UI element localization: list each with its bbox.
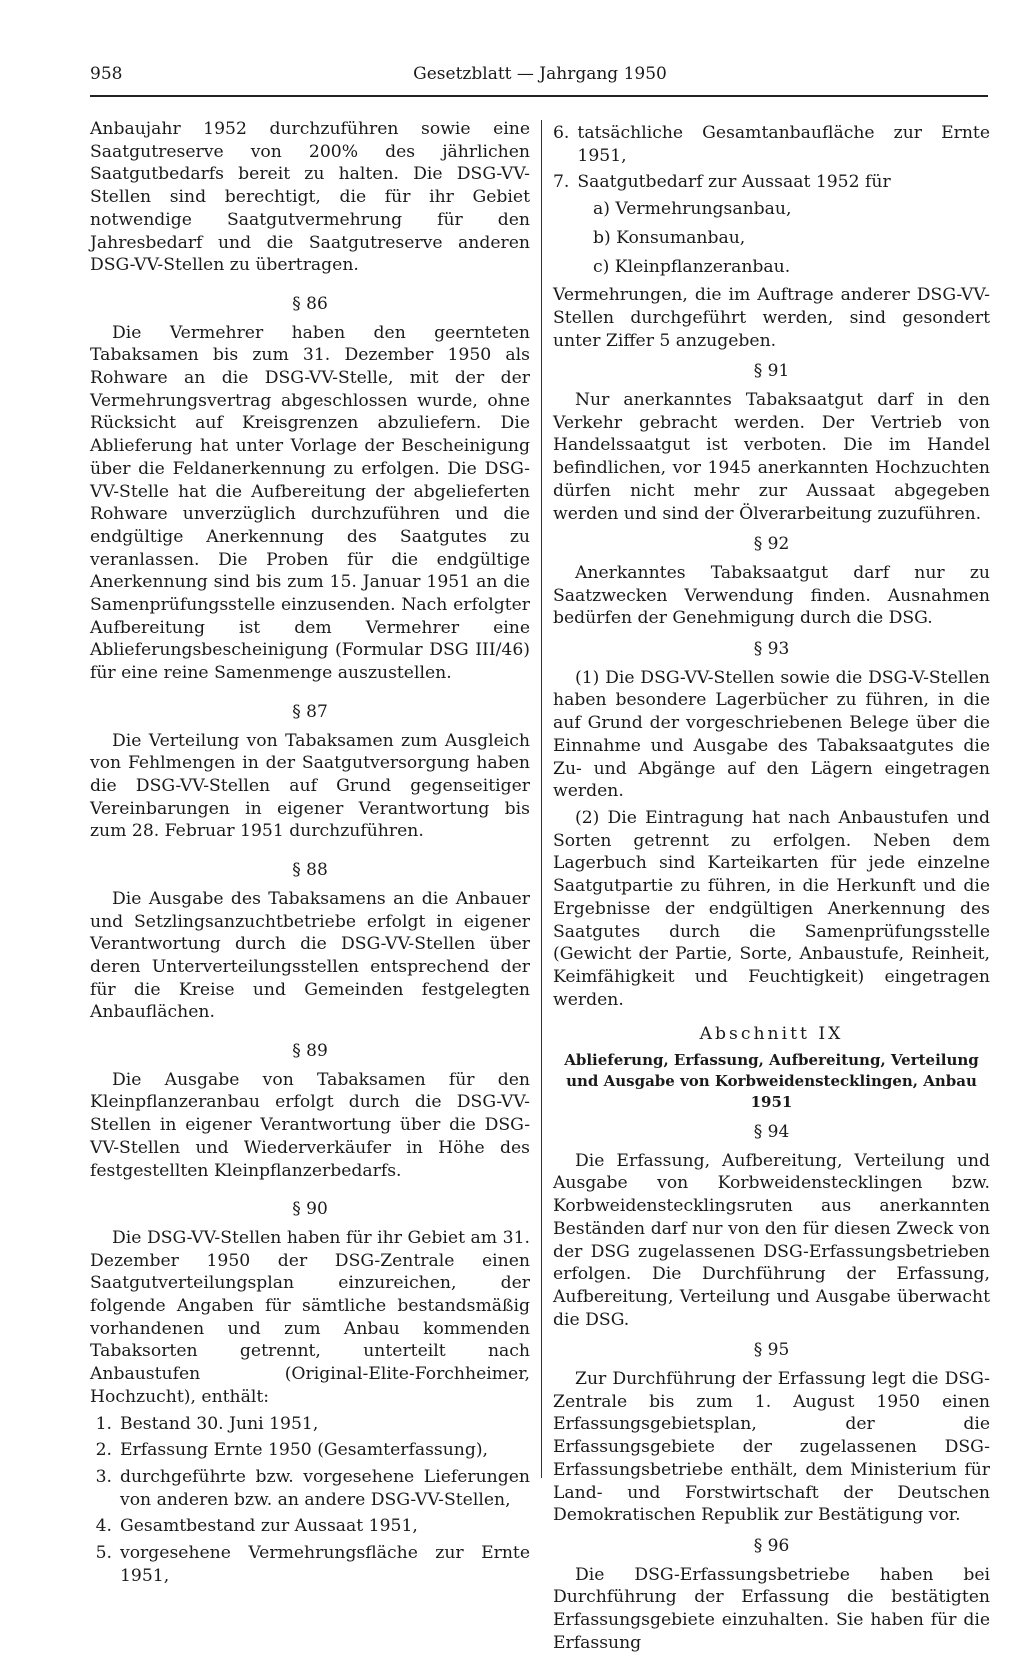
paragraph-vermehrungen: Vermehrungen, die im Auftrage anderer DSG-VV-Stellen durchgeführt werden, sind gesondert unter Ziffer 5 anzugeben. xyxy=(553,285,990,351)
section-text-96: Die DSG-Erfassungsbetriebe haben bei Durchführung der Erfassung die bestätigten Erfassungsgebiete einzuhalten. Sie haben für die Erfassung xyxy=(553,1564,990,1653)
section-text-93-1: (1) Die DSG-VV-Stellen sowie die DSG-V-Stellen haben besondere Lagerbücher zu führen, in die auf Grund der vorgeschriebenen Belege über die Einnahme und Ausgabe des Tabaksaatgutes die Zu- und Abgänge auf den Lägern eingetragen werden. xyxy=(553,667,990,802)
section-heading-96: § 96 xyxy=(753,1535,790,1556)
column-divider xyxy=(541,120,542,1478)
section-heading-93: § 93 xyxy=(753,639,790,660)
section-text-90: Die DSG-VV-Stellen haben für ihr Gebiet am 31. Dezember 1950 der DSG-Zentrale einen Saatgutverteilungsplan einzureichen, der folgende Angaben für sämtliche bestandsmäßig vorhandenen und zum Anbau kommenden Tabaksorten getrennt, unterteilt nach Anbaustufen (Original-Elite-Forchheimer, Hochzucht), enthält: xyxy=(90,1227,530,1407)
list-item xyxy=(90,1439,530,1462)
header-rule xyxy=(90,95,988,97)
list-item-number: 7. xyxy=(553,172,570,193)
enumerated-list-90-continued xyxy=(553,122,990,194)
section-heading-90: § 90 xyxy=(292,1199,328,1220)
list-item xyxy=(90,1515,530,1538)
sub-list-item: b) Konsumanbau, xyxy=(593,227,746,248)
list-item-number: 1. xyxy=(95,1413,112,1434)
section-heading-86: § 86 xyxy=(292,293,328,314)
list-item-text: Gesamtbestand zur Aussaat 1951, xyxy=(120,1516,418,1537)
list-item xyxy=(553,122,990,167)
section-text-86: Die Vermehrer haben den geernteten Tabaksamen bis zum 31. Dezember 1950 als Rohware an die DSG-VV-Stelle, mit der der Vermehrungsvertrag abgeschlossen wurde, ohne Rücksicht auf Kreisgrenzen abzuliefern. Die Ablieferung hat unter Vorlage der Bescheinigung über die Feldanerkennung zu erfolgen. Die DSG-VV-Stelle hat die Aufbereitung der abgelieferten Rohware unverzüglich durchzuführen und die endgültige Anerkennung des Saatgutes zu veranlassen. Die Proben für die endgültige Anerkennung sind bis zum 15. Januar 1951 an die Samenprüfungsstelle einzusenden. Nach erfolgter Aufbereitung ist dem Vermehrer eine Ablieferungsbescheinigung (Formular DSG III/46) für eine reine Samenmenge auszustellen. xyxy=(90,322,530,684)
list-item-number: 6. xyxy=(553,123,570,143)
page-header xyxy=(90,64,990,92)
sub-list-item: c) Kleinpflanzeranbau. xyxy=(593,256,791,277)
list-item-text: tatsächliche Gesamtanbaufläche zur Ernte 1951, xyxy=(577,123,990,166)
list-item-text: Erfassung Ernte 1950 (Gesamterfassung), xyxy=(120,1440,489,1461)
list-item-number: 4. xyxy=(95,1516,112,1537)
header-title: Gesetzblatt — Jahrgang 1950 xyxy=(413,64,667,84)
section-text-87: Die Verteilung von Tabaksamen zum Ausgleich von Fehlmengen in der Saatgutversorgung haben die DSG-VV-Stellen auf Grund gegenseitiger Vereinbarungen in eigener Verantwortung bis zum 28. Februar 1951 durchzuführen. xyxy=(90,730,530,842)
section-heading-88: § 88 xyxy=(292,860,328,881)
list-item xyxy=(90,1466,530,1511)
paragraph-intro: Anbaujahr 1952 durchzuführen sowie eine Saatgutreserve von 200% des jährlichen Saatgutbedarfs bereit zu halten. Die DSG-VV-Stellen sind berechtigt, die für ihr Gebiet notwendige Saatgutvermehrung für den Jahresbedarf und die Saatgutreserve anderen DSG-VV-Stellen zu übertragen. xyxy=(90,119,530,276)
section-heading-89: § 89 xyxy=(292,1041,328,1062)
section-heading-94: § 94 xyxy=(753,1122,790,1143)
chapter-subheading: Ablieferung, Erfassung, Aufbereitung, Verteilung und Ausgabe von Korbweidenstecklingen, Anbau 1951 xyxy=(564,1051,979,1112)
list-item xyxy=(90,1542,530,1587)
list-item xyxy=(90,1413,530,1436)
list-item-number: 2. xyxy=(95,1440,112,1461)
list-item-text: Bestand 30. Juni 1951, xyxy=(120,1413,319,1434)
section-text-92: Anerkanntes Tabaksaatgut darf nur zu Saatzwecken Verwendung finden. Ausnahmen bedürfen der Genehmigung durch die DSG. xyxy=(553,562,990,629)
list-item-number: 5. xyxy=(95,1543,112,1564)
section-heading-95: § 95 xyxy=(753,1340,790,1361)
left-column xyxy=(90,118,530,1591)
list-item-number: 3. xyxy=(95,1466,112,1487)
sub-list xyxy=(553,198,990,278)
section-text-88: Die Ausgabe des Tabaksamens an die Anbauer und Setzlingsanzuchtbetriebe erfolgt in eigener Verantwortung durch die DSG-VV-Stellen über deren Unterverteilungsstellen entsprechend der für die Kreise und Gemeinden festgelegten Anbauflächen. xyxy=(90,888,530,1023)
list-item-text: Saatgutbedarf zur Aussaat 1952 für xyxy=(577,172,891,193)
list-item xyxy=(553,171,990,194)
section-heading-91: § 91 xyxy=(753,361,790,382)
section-text-93-2: (2) Die Eintragung hat nach Anbaustufen und Sorten getrennt zu erfolgen. Neben dem Lagerbuch sind Karteikarten für jede einzelne Saatgutpartie zu führen, in die Herkunft und die Ergebnisse der endgültigen Anerkennung des Saatgutes durch die Samenprüfungsstelle (Gewicht der Partie, Sorte, Anbaustufe, Reinheit, Keimfähigkeit und Feuchtigkeit) eingetragen werden. xyxy=(553,807,990,1010)
list-item-text: durchgeführte bzw. vorgesehene Lieferungen von anderen bzw. an andere DSG-VV-Stellen, xyxy=(120,1466,530,1510)
enumerated-list-90 xyxy=(90,1413,530,1588)
section-text-94: Die Erfassung, Aufbereitung, Verteilung und Ausgabe von Korbweidenstecklingen bzw. Korbweidenstecklingsruten aus anerkannten Beständen darf nur von den für diesen Zweck von der DSG zugelassenen DSG-Erfassungsbetrieben erfolgen. Die Durchführung der Erfassung, Aufbereitung, Verteilung und Ausgabe überwacht die DSG. xyxy=(553,1150,990,1330)
section-text-89: Die Ausgabe von Tabaksamen für den Kleinpflanzeranbau erfolgt durch die DSG-VV-Stellen in eigener Verantwortung über die DSG-VV-Stellen und Wiederverkäufer in Höhe des festgestellten Kleinpflanzerbedarfs. xyxy=(90,1069,530,1181)
section-text-95: Zur Durchführung der Erfassung legt die DSG-Zentrale bis zum 1. August 1950 einen Erfassungsgebietsplan, der die Erfassungsgebiete der zugelassenen DSG-Erfassungsbetriebe enthält, dem Ministerium für Land- und Forstwirtschaft der Deutschen Demokratischen Republik zur Bestätigung vor. xyxy=(553,1369,990,1526)
list-item-text: vorgesehene Vermehrungsfläche zur Ernte 1951, xyxy=(120,1543,530,1586)
page-number: 958 xyxy=(90,64,123,84)
section-text-91: Nur anerkanntes Tabaksaatgut darf in den Verkehr gebracht werden. Der Vertrieb von Handelssaatgut ist verboten. Die im Handel befindlichen, vor 1945 anerkannten Hochzuchten dürfen nicht mehr zur Aussaat abgegeben werden und sind der Ölverarbeitung zuzuführen. xyxy=(553,390,990,524)
sub-list-item: a) Vermehrungsanbau, xyxy=(593,199,792,220)
chapter-heading: Abschnitt IX xyxy=(699,1024,844,1045)
section-heading-87: § 87 xyxy=(292,701,328,722)
section-heading-92: § 92 xyxy=(753,534,790,555)
right-column xyxy=(553,118,990,1654)
